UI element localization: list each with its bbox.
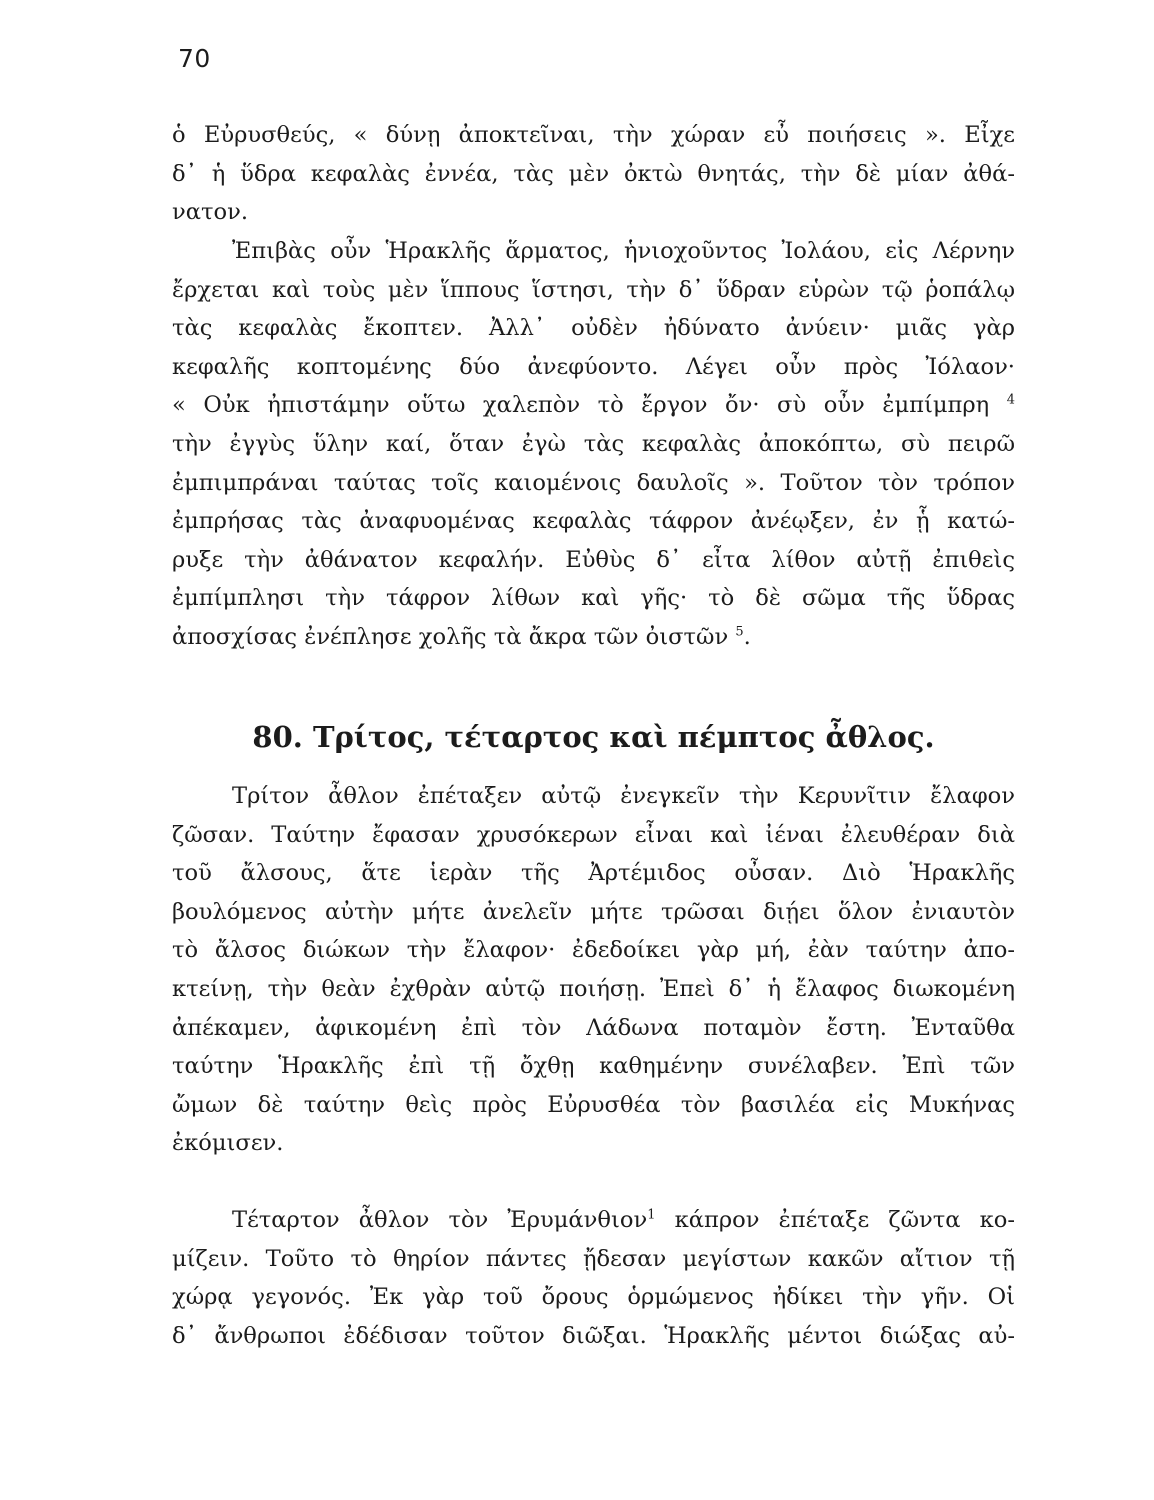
paragraph-3	[172, 777, 1015, 1163]
paragraph-1	[172, 116, 1015, 232]
footnote-marker: 1	[647, 1207, 656, 1223]
text-line: ἐμπρήσας τὰς ἀναφυομένας κεφαλὰς τάφρον ἀνέῳξεν, ἐν ᾗ κατώ-	[172, 508, 1015, 535]
section-heading: 80. Τρίτος, τέταρτος καὶ πέμπτος ἆθλος.	[252, 720, 935, 754]
text-line: ζῶσαν. Ταύτην ἔφασαν χρυσόκερων εἶναι καὶ ἰέναι ἐλευθέραν διὰ	[172, 821, 1015, 848]
text-line: ἐμπιμπράναι ταύτας τοῖς καιομένοις δαυλοῖς ». Τοῦτον τὸν τρόπον	[172, 469, 1015, 496]
text-line-with-footnote	[172, 386, 1015, 425]
text-line: τὴν ἐγγὺς ὕλην καί, ὅταν ἐγὼ τὰς κεφαλὰς ἀποκόπτω, σὺ πειρῶ	[172, 430, 1015, 457]
text-line: δ᾽ ἄνθρωποι ἐδέδισαν τοῦτον διῶξαι. Ἡρακλῆς μέντοι διώξας αὐ-	[172, 1322, 1015, 1349]
paragraph-4	[172, 1201, 1015, 1355]
page-number: 70	[178, 44, 211, 73]
text-line: μίζειν. Τοῦτο τὸ θηρίον πάντες ᾔδεσαν μεγίστων κακῶν αἴτιον τῇ	[172, 1245, 1015, 1272]
text-line: ταύτην Ἡρακλῆς ἐπὶ τῇ ὄχθῃ καθημένην συνέλαβεν. Ἐπὶ τῶν	[172, 1053, 1015, 1080]
footnote-marker: 4	[1006, 392, 1015, 408]
text-line: βουλόμενος αὐτὴν μήτε ἀνελεῖν μήτε τρῶσαι διῄει ὅλον ἐνιαυτὸν	[172, 898, 1015, 925]
text-segment: ἀποσχίσας ἐνέπλησε χολῆς τὰ ἄκρα τῶν ὀιστῶν	[172, 623, 729, 650]
text-segment: κάπρον ἐπέταξε ζῶντα κο-	[674, 1207, 1015, 1233]
text-line: ἔρχεται καὶ τοὺς μὲν ἵππους ἵστησι, τὴν δ᾽ ὕδραν εὑρὼν τῷ ῥοπάλῳ	[172, 276, 1015, 303]
text-line: ἐμπίμπλησι τὴν τάφρον λίθων καὶ γῆς· τὸ δὲ σῶμα τῆς ὕδρας	[172, 585, 1015, 612]
text-line: νατον.	[172, 199, 249, 226]
text-line: τοῦ ἄλσους, ἅτε ἱερὰν τῆς Ἀρτέμιδος οὖσαν. Διὸ Ἡρακλῆς	[172, 860, 1015, 887]
text-line-with-footnote	[172, 618, 1015, 657]
paragraph-2	[172, 232, 1015, 657]
text-line: χώρᾳ γεγονός. Ἐκ γὰρ τοῦ ὄρους ὁρμώμενος ἠδίκει τὴν γῆν. Οἱ	[172, 1284, 1015, 1311]
text-line-with-footnote	[172, 1201, 1015, 1240]
text-segment: Τέταρτον ἆθλον τὸν Ἐρυμάνθιον	[232, 1207, 648, 1233]
text-line: ρυξε τὴν ἀθάνατον κεφαλήν. Εὐθὺς δ᾽ εἶτα λίθον αὐτῇ ἐπιθεὶς	[172, 546, 1015, 573]
text-line: ὤμων δὲ ταύτην θεὶς πρὸς Εὐρυσθέα τὸν βασιλέα εἰς Μυκήνας	[172, 1091, 1015, 1118]
text-line: ἀπέκαμεν, ἀφικομένη ἐπὶ τὸν Λάδωνα ποταμὸν ἔστη. Ἐνταῦθα	[172, 1014, 1015, 1041]
footnote-marker: 5	[735, 624, 744, 640]
text-line: ἐκόμισεν.	[172, 1130, 284, 1157]
text-line: κτείνῃ, τὴν θεὰν ἐχθρὰν αὑτῷ ποιήσῃ. Ἐπεὶ δ᾽ ἡ ἔλαφος διωκομένη	[172, 975, 1015, 1002]
text-segment: « Οὐκ ἠπιστάμην οὕτω χαλεπὸν τὸ ἔργον ὄν· σὺ οὖν ἐμπίμπρη	[172, 392, 990, 419]
trailing-period: .	[743, 623, 751, 650]
text-line: ὁ Εὐρυσθεύς, « δύνῃ ἀποκτεῖναι, τὴν χώραν εὖ ποιήσεις ». Εἶχε	[172, 122, 1015, 148]
text-line: τὸ ἄλσος διώκων τὴν ἔλαφον· ἐδεδοίκει γὰρ μή, ἐὰν ταύτην ἀπο-	[172, 937, 1015, 964]
text-line: Τρίτον ἆθλον ἐπέταξεν αὐτῷ ἐνεγκεῖν τὴν Κερυνῖτιν ἔλαφον	[232, 783, 1015, 809]
text-line: Ἐπιβὰς οὖν Ἡρακλῆς ἅρματος, ἡνιοχοῦντος Ἰολάου, εἰς Λέρνην	[232, 238, 1015, 264]
text-line: δ᾽ ἡ ὕδρα κεφαλὰς ἐννέα, τὰς μὲν ὀκτὼ θνητάς, τὴν δὲ μίαν ἀθά-	[172, 160, 1015, 187]
text-line: τὰς κεφαλὰς ἔκοπτεν. Ἀλλ᾽ οὐδὲν ἠδύνατο ἀνύειν· μιᾶς γὰρ	[172, 315, 1015, 342]
text-line: κεφαλῆς κοπτομένης δύο ἀνεφύοντο. Λέγει οὖν πρὸς Ἰόλαον·	[172, 353, 1015, 380]
